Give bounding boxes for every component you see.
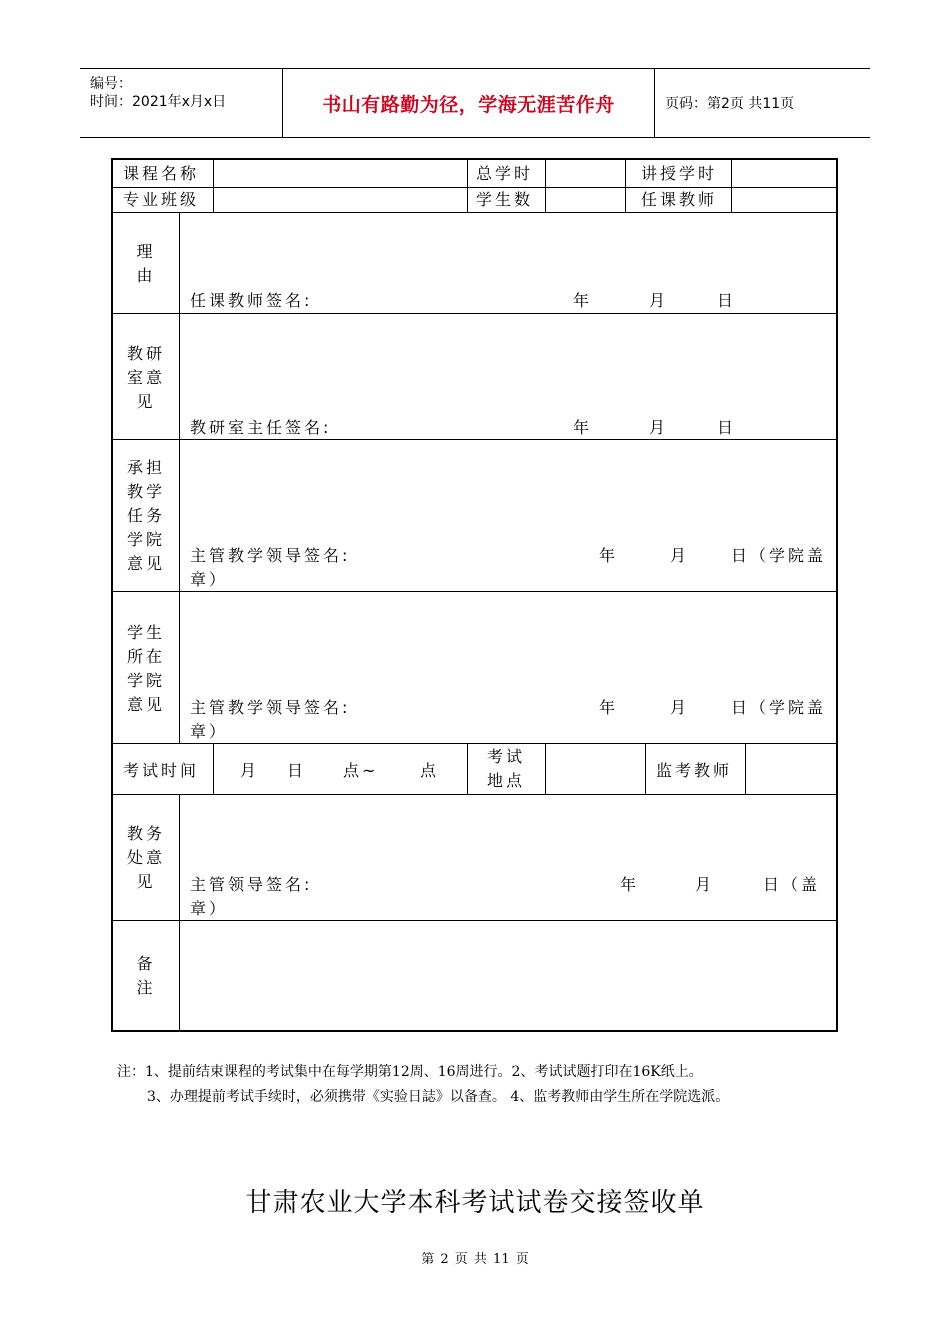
label-line: 备	[136, 954, 156, 973]
seal-end-label: 章）	[190, 570, 229, 589]
row-line	[113, 212, 836, 213]
month-label: 月	[649, 418, 669, 437]
note-line-2: 3、办理提前考试手续时，必须携带《实验日誌》以备查。 4、监考教师由学生所在学院选派。	[147, 1089, 730, 1105]
label-line: 学院	[126, 530, 165, 549]
day-label: 日	[717, 291, 737, 310]
row-line	[113, 591, 836, 592]
label-line: 由	[136, 266, 156, 285]
section-title: 甘肃农业大学本科考试试卷交接签收单	[245, 1188, 705, 1218]
department-head-signature-label: 教研室主任签名:	[190, 418, 332, 437]
teacher-signature-label: 任课教师签名:	[190, 291, 313, 310]
year-label: 年	[573, 291, 593, 310]
course-name-label: 课程名称	[123, 164, 200, 183]
month-label: 月	[695, 875, 715, 894]
col-line	[625, 160, 626, 212]
teacher-label: 任课教师	[641, 190, 718, 209]
teaching-leader-signature-label: 主管教学领导签名:	[190, 698, 351, 717]
day-seal-label: 日（学院盖	[731, 546, 827, 565]
label-line: 教研	[126, 344, 165, 363]
label-line: 处意	[126, 848, 165, 867]
col-line	[645, 743, 646, 794]
label-line: 考试	[486, 747, 525, 766]
students-label: 学生数	[476, 190, 534, 209]
seal-end-label: 章）	[190, 722, 229, 741]
note-line-1: 注：1、提前结束课程的考试集中在每学期第12周、16周进行。2、考试试题打印在16K纸上。	[117, 1064, 703, 1080]
class-label: 专业班级	[123, 190, 200, 209]
row-line	[113, 920, 836, 921]
department-label	[113, 342, 179, 414]
serial-label: 编号：	[90, 76, 132, 92]
row-line	[113, 439, 836, 440]
exam-point-from-label: 点~	[343, 761, 379, 780]
label-line: 学院	[126, 671, 165, 690]
label-line: 室意	[126, 368, 165, 387]
exam-place-label	[467, 745, 545, 793]
label-line: 学生	[126, 623, 165, 642]
time-label: 时间：2021年x月x日	[90, 94, 227, 110]
page-info: 页码：第2页 共11页	[665, 96, 795, 112]
col-line	[213, 743, 214, 794]
row-line	[113, 794, 836, 795]
label-line: 承担	[126, 458, 165, 477]
col-line	[545, 743, 546, 794]
header-page-cell	[655, 69, 870, 137]
month-label: 月	[670, 546, 690, 565]
exam-point-to-label: 点	[420, 761, 440, 780]
exam-time-label: 考试时间	[123, 761, 200, 780]
label-line: 见	[136, 392, 156, 411]
col-line	[545, 160, 546, 212]
label-line: 意见	[126, 554, 165, 573]
day-label: 日	[717, 418, 737, 437]
motto: 书山有路勤为径，学海无涯苦作舟	[322, 93, 615, 116]
year-label: 年	[620, 875, 640, 894]
total-hours-label: 总学时	[476, 164, 534, 183]
label-line: 理	[136, 242, 156, 261]
month-label: 月	[670, 698, 690, 717]
col-line	[179, 794, 180, 1032]
proctor-label: 监考教师	[656, 761, 733, 780]
header-meta	[80, 69, 283, 137]
row-line	[113, 743, 836, 744]
label-line: 地点	[486, 771, 525, 790]
row-line	[113, 187, 836, 188]
teaching-college-label	[113, 456, 179, 576]
day-seal-label: 日（学院盖	[731, 698, 827, 717]
label-line: 任务	[126, 506, 165, 525]
seal-end-label: 章）	[190, 899, 229, 918]
student-college-label	[113, 621, 179, 717]
col-line	[213, 160, 214, 212]
month-label: 月	[649, 291, 669, 310]
leader-signature-label: 主管领导签名:	[190, 875, 313, 894]
label-line: 教学	[126, 482, 165, 501]
remarks-label	[113, 952, 179, 1000]
exam-day-label: 日	[287, 761, 307, 780]
label-line: 意见	[126, 695, 165, 714]
label-line: 注	[136, 978, 156, 997]
year-label: 年	[599, 546, 619, 565]
academic-affairs-label	[113, 822, 179, 894]
header-motto-cell	[283, 69, 655, 137]
reason-label	[113, 240, 179, 288]
label-line: 见	[136, 872, 156, 891]
year-label: 年	[599, 698, 619, 717]
label-line: 所在	[126, 647, 165, 666]
application-form	[111, 158, 838, 1032]
year-label: 年	[573, 418, 593, 437]
exam-month-label: 月	[240, 761, 260, 780]
page-header	[80, 68, 870, 138]
col-line	[179, 212, 180, 743]
lecture-hours-label: 讲授学时	[641, 164, 718, 183]
col-line	[745, 743, 746, 794]
label-line: 教务	[126, 824, 165, 843]
teaching-leader-signature-label: 主管教学领导签名:	[190, 546, 351, 565]
col-line	[467, 160, 468, 212]
day-seal-label: 日（盖	[763, 875, 821, 894]
page-footer: 第 2 页 共 11 页	[421, 1252, 529, 1267]
col-line	[731, 160, 732, 212]
row-line	[113, 313, 836, 314]
